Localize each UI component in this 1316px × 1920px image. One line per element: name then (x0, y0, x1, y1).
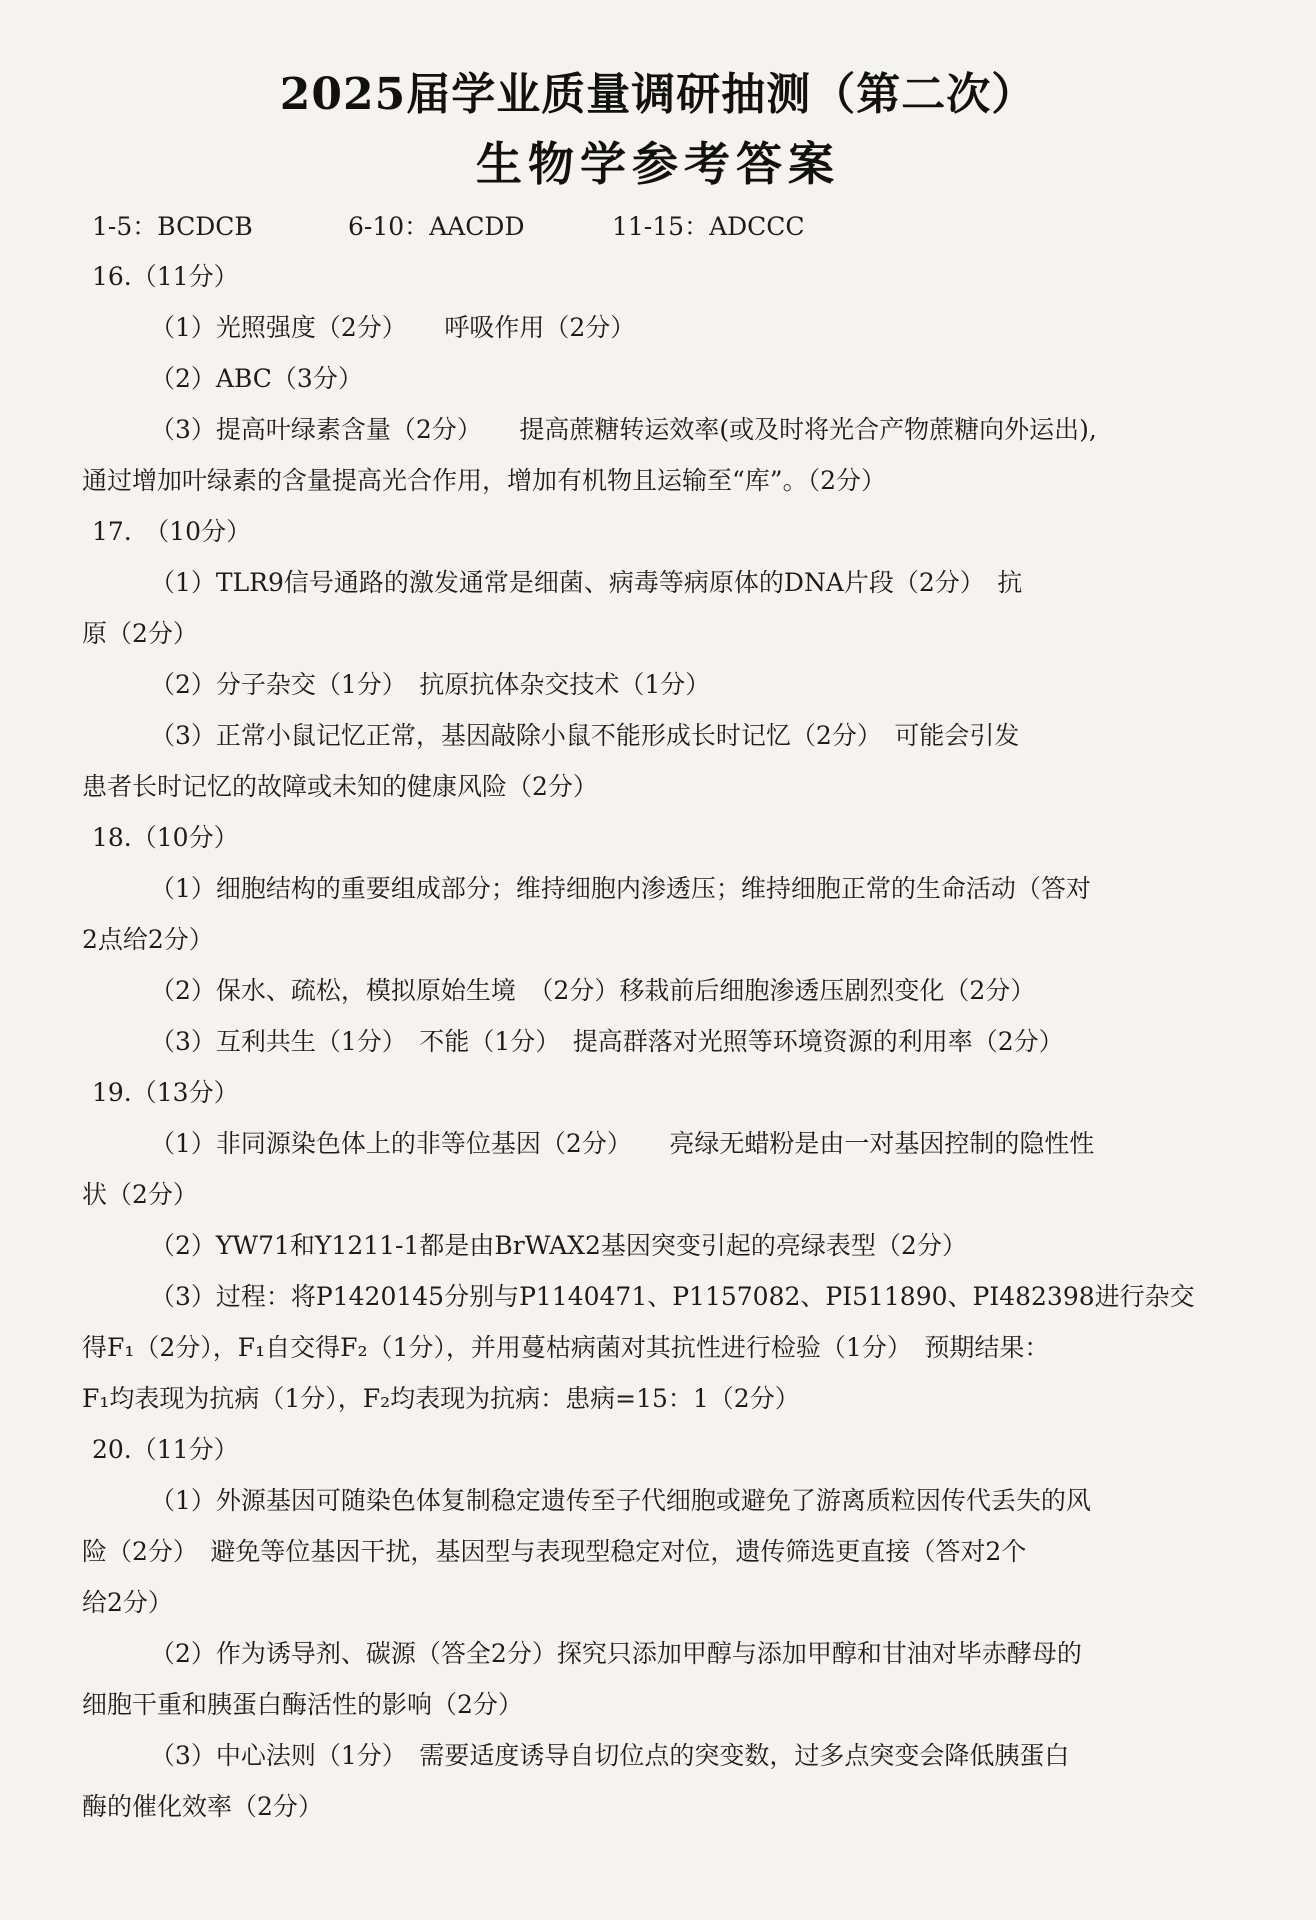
question-19-line: （3）过程：将P1420145分别与P1140471、P1157082、PI511890、PI482398进行杂交 (150, 1282, 1195, 1311)
mc-answers-11-15: 11-15：ADCCC (612, 212, 805, 241)
question-17-line: （2）分子杂交（1分） 抗原抗体杂交技术（1分） (150, 670, 711, 699)
question-19-line: 得F₁（2分），F₁自交得F₂（1分），并用蔓枯病菌对其抗性进行检验（1分） 预期结果： (82, 1333, 1050, 1362)
question-20-line: （3）中心法则（1分） 需要适度诱导自切位点的突变数，过多点突变会降低胰蛋白 (150, 1741, 1070, 1770)
question-19-line: F₁均表现为抗病（1分），F₂均表现为抗病：患病=15：1（2分） (82, 1384, 800, 1413)
question-20-line: （1）外源基因可随染色体复制稳定遗传至子代细胞或避免了游离质粒因传代丢失的风 (150, 1486, 1091, 1515)
question-20-line: 细胞干重和胰蛋白酶活性的影响（2分） (82, 1690, 523, 1719)
question-17-heading: 17. （10分） (92, 517, 252, 546)
question-16-heading: 16.（11分） (92, 262, 239, 291)
question-18-line: （2）保水、疏松，模拟原始生境 （2分）移栽前后细胞渗透压剧烈变化（2分） (150, 976, 1036, 1005)
mc-answers-6-10: 6-10：AACDD (348, 212, 525, 241)
question-18-line: 2点给2分） (82, 925, 214, 954)
question-20-line: 给2分） (82, 1588, 173, 1617)
question-16-line: （1）光照强度（2分） 呼吸作用（2分） (150, 313, 636, 342)
question-19-heading: 19.（13分） (92, 1078, 239, 1107)
question-19-line: （1）非同源染色体上的非等位基因（2分） 亮绿无蜡粉是由一对基因控制的隐性性 (150, 1129, 1095, 1158)
question-17-line: 患者长时记忆的故障或未知的健康风险（2分） (82, 772, 598, 801)
question-17-line: （1）TLR9信号通路的激发通常是细菌、病毒等病原体的DNA片段（2分） 抗 (150, 568, 1023, 597)
mc-answers-1-5: 1-5：BCDCB (92, 212, 253, 241)
question-16-line: 通过增加叶绿素的含量提高光合作用，增加有机物且运输至“库”。（2分） (82, 466, 886, 495)
question-16-line: （3）提高叶绿素含量（2分） 提高蔗糖转运效率(或及时将光合产物蔗糖向外运出), (150, 415, 1097, 444)
question-18-line: （3）互利共生（1分） 不能（1分） 提高群落对光照等环境资源的利用率（2分） (150, 1027, 1064, 1056)
question-17-line: 原（2分） (82, 619, 198, 648)
question-20-line: （2）作为诱导剂、碳源（答全2分）探究只添加甲醇与添加甲醇和甘油对毕赤酵母的 (150, 1639, 1082, 1668)
question-18-line: （1）细胞结构的重要组成部分；维持细胞内渗透压；维持细胞正常的生命活动（答对 (150, 874, 1091, 903)
page-subtitle: 生物学参考答案 (476, 137, 840, 191)
question-19-line: （2）YW71和Y1211-1都是由BrWAX2基因突变引起的亮绿表型（2分） (150, 1231, 967, 1260)
question-20-heading: 20.（11分） (92, 1435, 239, 1464)
question-17-line: （3）正常小鼠记忆正常，基因敲除小鼠不能形成长时记忆（2分） 可能会引发 (150, 721, 1020, 750)
question-20-line: 酶的催化效率（2分） (82, 1792, 323, 1821)
question-16-line: （2）ABC（3分） (150, 364, 363, 393)
question-18-heading: 18.（10分） (92, 823, 239, 852)
page-title: 2025届学业质量调研抽测（第二次） (279, 69, 1037, 120)
question-20-line: 险（2分） 避免等位基因干扰，基因型与表现型稳定对位，遗传筛选更直接（答对2个 (82, 1537, 1027, 1566)
question-19-line: 状（2分） (82, 1180, 198, 1209)
